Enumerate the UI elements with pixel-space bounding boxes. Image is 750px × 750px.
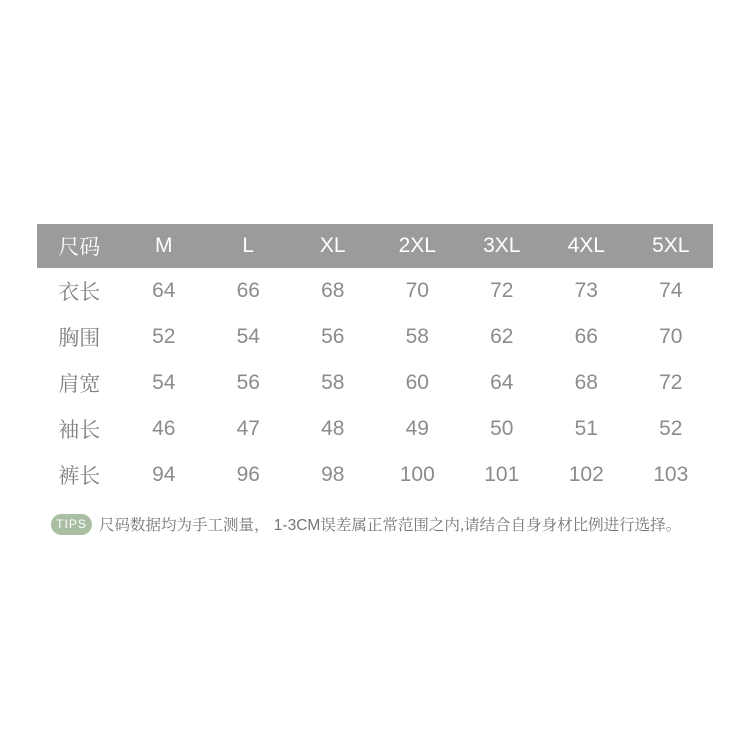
value-cell: 102 <box>568 463 604 486</box>
header-cell-xl: XL <box>291 224 376 268</box>
value-cell: 52 <box>659 417 683 440</box>
table-row-garment-length <box>37 268 713 314</box>
value-cell: 68 <box>321 279 345 302</box>
table-row-chest <box>37 314 713 360</box>
row-label: 裤长 <box>58 465 101 488</box>
row-label: 肩宽 <box>58 373 101 396</box>
size-table <box>37 224 713 498</box>
row-label: 胸围 <box>58 327 101 350</box>
value-cell: 56 <box>321 325 345 348</box>
value-cell: 70 <box>405 279 429 302</box>
value-cell: 72 <box>659 371 683 394</box>
value-cell: 49 <box>405 417 429 440</box>
value-cell: 50 <box>490 417 514 440</box>
value-cell: 62 <box>490 325 514 348</box>
row-label: 袖长 <box>58 419 101 442</box>
value-cell: 72 <box>490 279 514 302</box>
header-cell-size-label: 尺码 <box>37 224 122 268</box>
table-row-shoulder <box>37 360 713 406</box>
value-cell: 54 <box>236 325 260 348</box>
tips-badge: TIPS <box>51 514 92 535</box>
value-cell: 64 <box>152 279 176 302</box>
header-cell-5xl: 5XL <box>629 224 714 268</box>
value-cell: 66 <box>574 325 598 348</box>
value-cell: 54 <box>152 371 176 394</box>
value-cell: 66 <box>236 279 260 302</box>
header-cell-m: M <box>122 224 207 268</box>
value-cell: 94 <box>152 463 176 486</box>
value-cell: 48 <box>321 417 345 440</box>
value-cell: 68 <box>574 371 598 394</box>
value-cell: 58 <box>321 371 345 394</box>
value-cell: 103 <box>653 463 689 486</box>
size-table-header-row <box>37 224 713 268</box>
tips-text: 尺码数据均为手工测量， 1-3CM误差属正常范围之内,请结合自身身材比例进行选择。 <box>99 517 682 534</box>
value-cell: 74 <box>659 279 683 302</box>
value-cell: 100 <box>399 463 435 486</box>
value-cell: 46 <box>152 417 176 440</box>
value-cell: 101 <box>484 463 520 486</box>
tips-row <box>51 513 711 535</box>
value-cell: 52 <box>152 325 176 348</box>
value-cell: 58 <box>405 325 429 348</box>
value-cell: 96 <box>236 463 260 486</box>
header-cell-3xl: 3XL <box>460 224 545 268</box>
header-cell-2xl: 2XL <box>375 224 460 268</box>
value-cell: 70 <box>659 325 683 348</box>
value-cell: 51 <box>574 417 598 440</box>
header-cell-l: L <box>206 224 291 268</box>
header-cell-4xl: 4XL <box>544 224 629 268</box>
value-cell: 98 <box>321 463 345 486</box>
value-cell: 64 <box>490 371 514 394</box>
row-label: 衣长 <box>58 281 101 304</box>
value-cell: 56 <box>236 371 260 394</box>
value-cell: 60 <box>405 371 429 394</box>
value-cell: 47 <box>236 417 260 440</box>
table-row-pants-length <box>37 452 713 498</box>
value-cell: 73 <box>574 279 598 302</box>
table-row-sleeve <box>37 406 713 452</box>
